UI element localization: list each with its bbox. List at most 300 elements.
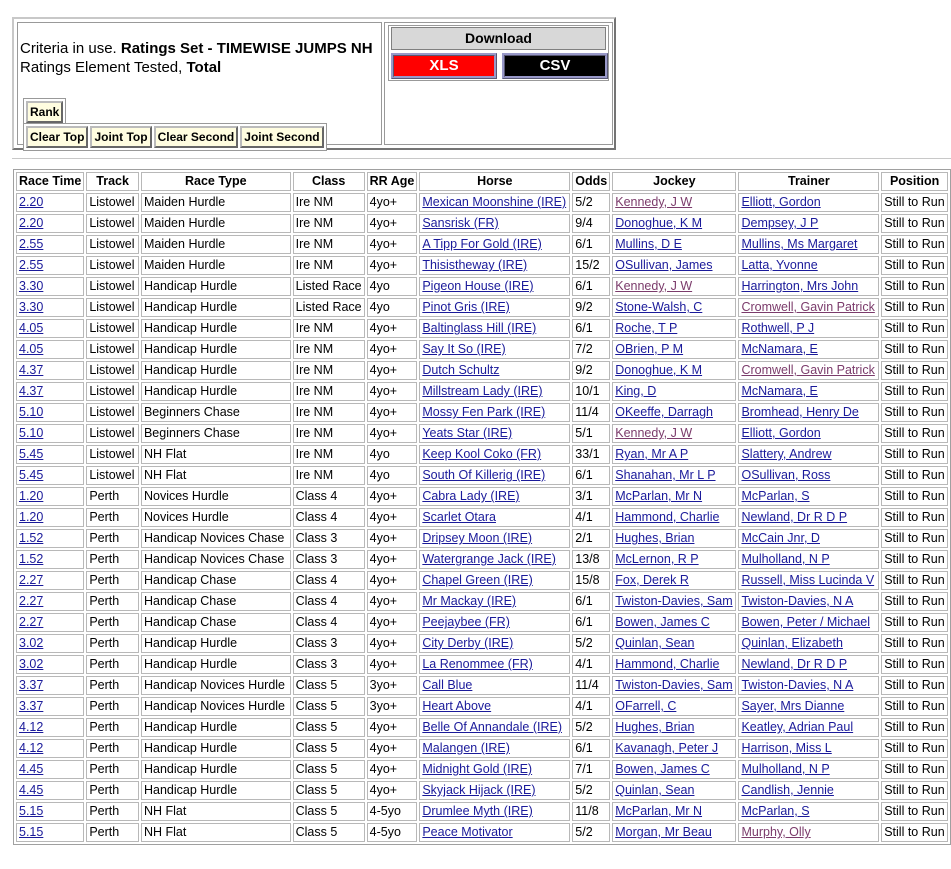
cell-rr-age: 4yo+ [367,361,418,380]
cell-race-type: Maiden Hurdle [141,214,291,233]
trainer-link[interactable]: Elliott, Gordon [741,426,821,440]
trainer-link[interactable]: Quinlan, Elizabeth [741,636,843,650]
horse-link[interactable]: Scarlet Otara [422,510,496,524]
cell-horse [419,319,570,338]
cell-class: Ire NM [293,466,365,485]
col-track[interactable]: Track [86,172,139,191]
race-time-link[interactable]: 5.15 [19,804,44,818]
cell-race-type: NH Flat [141,466,291,485]
cell-class: Class 5 [293,697,365,716]
cell-rr-age: 4yo+ [367,781,418,800]
cell-horse [419,487,570,506]
cell-position: Still to Run [881,424,948,443]
cell-rr-age: 4yo+ [367,718,418,737]
cell-trainer [738,403,879,422]
cell-rr-age: 3yo+ [367,676,418,695]
cell-track: Perth [86,613,139,632]
trainer-link[interactable]: Cromwell, Gavin Patrick [741,300,875,314]
table-row [16,634,948,653]
cell-rr-age: 4yo+ [367,613,418,632]
cell-track: Listowel [86,361,139,380]
trainer-link[interactable]: Cromwell, Gavin Patrick [741,363,875,377]
horse-link[interactable]: Peejaybee (FR) [422,615,510,629]
jockey-link[interactable]: Bowen, James C [615,762,710,776]
jockey-link[interactable]: OBrien, P M [615,342,684,356]
trainer-link[interactable]: Mulholland, N P [741,762,830,776]
table-row [16,529,948,548]
cell-trainer [738,760,879,779]
cell-race-time [16,781,84,800]
cell-jockey [612,655,736,674]
trainer-link[interactable]: Latta, Yvonne [741,258,818,272]
horse-link[interactable]: Keep Kool Coko (FR) [422,447,542,461]
xls-download-button[interactable]: XLS [391,53,497,79]
race-time-link[interactable]: 4.05 [19,342,44,356]
col-rr-age[interactable]: RR Age [367,172,418,191]
cell-odds: 7/2 [572,340,610,359]
race-time-link[interactable]: 4.45 [19,783,44,797]
cell-track: Listowel [86,214,139,233]
horse-link[interactable]: Belle Of Annandale (IRE) [422,720,562,734]
race-time-link[interactable]: 4.37 [19,384,44,398]
trainer-link[interactable]: Elliott, Gordon [741,195,821,209]
cell-horse [419,529,570,548]
col-jockey[interactable]: Jockey [612,172,736,191]
table-row [16,592,948,611]
cell-race-time [16,529,84,548]
jockey-link[interactable]: Hammond, Charlie [615,657,720,671]
race-time-link[interactable]: 2.20 [19,195,44,209]
race-time-link[interactable]: 1.52 [19,552,44,566]
horse-link[interactable]: Midnight Gold (IRE) [422,762,533,776]
cell-odds: 11/8 [572,802,610,821]
horse-link[interactable]: Peace Motivator [422,825,513,839]
trainer-link[interactable]: Newland, Dr R D P [741,510,848,524]
clear-top-button[interactable]: Clear Top [26,126,88,148]
table-row [16,823,948,842]
table-row [16,718,948,737]
cell-race-time [16,571,84,590]
trainer-link[interactable]: Rothwell, P J [741,321,815,335]
cell-position: Still to Run [881,802,948,821]
table-row [16,256,948,275]
cell-race-time [16,823,84,842]
cell-track: Perth [86,697,139,716]
table-row [16,508,948,527]
cell-jockey [612,697,736,716]
cell-race-type: Maiden Hurdle [141,193,291,212]
cell-race-time [16,361,84,380]
cell-race-time [16,466,84,485]
jockey-link[interactable]: Bowen, James C [615,615,710,629]
jockey-link[interactable]: Donoghue, K M [615,216,703,230]
cell-position: Still to Run [881,235,948,254]
cell-jockey [612,550,736,569]
trainer-link[interactable]: Slattery, Andrew [741,447,832,461]
cell-track: Perth [86,529,139,548]
trainer-link[interactable]: Mulholland, N P [741,552,830,566]
horse-link[interactable]: Millstream Lady (IRE) [422,384,543,398]
race-time-link[interactable]: 1.20 [19,510,44,524]
race-time-link[interactable]: 2.55 [19,258,44,272]
cell-horse [419,382,570,401]
download-box [384,22,613,145]
race-time-link[interactable]: 4.45 [19,762,44,776]
trainer-link[interactable]: Bowen, Peter / Michael [741,615,871,629]
cell-rr-age: 4yo+ [367,529,418,548]
horse-link[interactable]: A Tipp For Gold (IRE) [422,237,542,251]
horse-link[interactable]: Sansrisk (FR) [422,216,499,230]
cell-race-time [16,403,84,422]
col-race-time[interactable]: Race Time [16,172,84,191]
cell-track: Perth [86,592,139,611]
cell-odds: 13/8 [572,550,610,569]
cell-class: Ire NM [293,256,365,275]
cell-position: Still to Run [881,655,948,674]
jockey-link[interactable]: King, D [615,384,657,398]
cell-jockey [612,508,736,527]
cell-trainer [738,823,879,842]
cell-track: Listowel [86,319,139,338]
cell-rr-age: 4yo+ [367,739,418,758]
table-row [16,781,948,800]
cell-horse [419,676,570,695]
jockey-link[interactable]: Hughes, Brian [615,531,695,545]
joint-second-button[interactable]: Joint Second [240,126,323,148]
trainer-link[interactable]: Harrington, Mrs John [741,279,859,293]
race-time-link[interactable]: 4.37 [19,363,44,377]
horse-link[interactable]: Mossy Fen Park (IRE) [422,405,546,419]
horse-link[interactable]: South Of Killerig (IRE) [422,468,546,482]
cell-position: Still to Run [881,529,948,548]
cell-odds: 15/8 [572,571,610,590]
horse-link[interactable]: City Derby (IRE) [422,636,514,650]
cell-horse [419,823,570,842]
cell-position: Still to Run [881,697,948,716]
jockey-link[interactable]: Ryan, Mr A P [615,447,689,461]
jockey-link[interactable]: Twiston-Davies, Sam [615,594,733,608]
cell-horse [419,340,570,359]
cell-jockey [612,466,736,485]
cell-horse [419,760,570,779]
col-class[interactable]: Class [293,172,365,191]
cell-odds: 11/4 [572,403,610,422]
jockey-link[interactable]: Donoghue, K M [615,363,703,377]
trainer-link[interactable]: McNamara, E [741,384,818,398]
table-row [16,445,948,464]
table-body [16,193,948,842]
race-time-link[interactable]: 1.20 [19,489,44,503]
cell-race-time [16,424,84,443]
cell-jockey [612,676,736,695]
race-time-link[interactable]: 2.20 [19,216,44,230]
cell-class: Class 3 [293,655,365,674]
table-row [16,739,948,758]
race-time-link[interactable]: 4.05 [19,321,44,335]
col-trainer[interactable]: Trainer [738,172,879,191]
cell-track: Listowel [86,235,139,254]
cell-jockey [612,361,736,380]
horse-link[interactable]: Cabra Lady (IRE) [422,489,520,503]
jockey-link[interactable]: Quinlan, Sean [615,783,695,797]
jockey-link[interactable]: OSullivan, James [615,258,713,272]
race-time-link[interactable]: 4.12 [19,720,44,734]
trainer-link[interactable]: Twiston-Davies, N A [741,678,854,692]
horse-link[interactable]: Dutch Schultz [422,363,500,377]
table-row [16,487,948,506]
col-race-type[interactable]: Race Type [141,172,291,191]
cell-race-type: Handicap Hurdle [141,655,291,674]
jockey-link[interactable]: Stone-Walsh, C [615,300,703,314]
race-time-link[interactable]: 3.30 [19,300,44,314]
jockey-link[interactable]: Hammond, Charlie [615,510,720,524]
cell-track: Perth [86,487,139,506]
cell-jockey [612,571,736,590]
cell-rr-age: 4yo [367,298,418,317]
cell-race-type: Handicap Hurdle [141,319,291,338]
jockey-link[interactable]: Morgan, Mr Beau [615,825,712,839]
jockey-link[interactable]: Shanahan, Mr L P [615,468,716,482]
horse-link[interactable]: Pinot Gris (IRE) [422,300,510,314]
jockey-link[interactable]: Roche, T P [615,321,678,335]
horse-link[interactable]: Malangen (IRE) [422,741,510,755]
jockey-link[interactable]: OKeeffe, Darragh [615,405,713,419]
race-time-link[interactable]: 2.27 [19,573,44,587]
jockey-link[interactable]: McLernon, R P [615,552,699,566]
cell-position: Still to Run [881,781,948,800]
trainer-link[interactable]: Murphy, Olly [741,825,811,839]
ratings-set: Ratings Set - TIMEWISE JUMPS NH [120,40,373,57]
cell-race-type: Handicap Hurdle [141,298,291,317]
cell-odds: 7/1 [572,760,610,779]
horse-link[interactable]: Heart Above [422,699,492,713]
cell-class: Class 4 [293,508,365,527]
jockey-link[interactable]: Kennedy, J W [615,426,693,440]
clear-second-button[interactable]: Clear Second [154,126,239,148]
cell-position: Still to Run [881,571,948,590]
jockey-link[interactable]: Quinlan, Sean [615,636,695,650]
rank-button[interactable]: Rank [26,101,63,123]
trainer-link[interactable]: Dempsey, J P [741,216,819,230]
cell-position: Still to Run [881,823,948,842]
race-time-link[interactable]: 2.55 [19,237,44,251]
horse-link[interactable]: Chapel Green (IRE) [422,573,533,587]
cell-race-type: Handicap Hurdle [141,781,291,800]
cell-race-type: Novices Hurdle [141,508,291,527]
trainer-link[interactable]: Bromhead, Henry De [741,405,859,419]
horse-link[interactable]: Dripsey Moon (IRE) [422,531,533,545]
cell-jockey [612,340,736,359]
cell-jockey [612,256,736,275]
horse-link[interactable]: Call Blue [422,678,473,692]
trainer-link[interactable]: Candlish, Jennie [741,783,834,797]
cell-horse [419,697,570,716]
trainer-link[interactable]: Russell, Miss Lucinda V [741,573,875,587]
race-time-link[interactable]: 3.02 [19,657,44,671]
horse-link[interactable]: Baltinglass Hill (IRE) [422,321,537,335]
race-time-link[interactable]: 3.37 [19,699,44,713]
cell-rr-age: 4yo+ [367,235,418,254]
cell-race-type: Handicap Chase [141,613,291,632]
cell-race-time [16,802,84,821]
cell-trainer [738,340,879,359]
cell-race-time [16,277,84,296]
cell-track: Listowel [86,193,139,212]
trainer-link[interactable]: Harrison, Miss L [741,741,832,755]
cell-race-time [16,256,84,275]
race-time-link[interactable]: 3.30 [19,279,44,293]
trainer-link[interactable]: Newland, Dr R D P [741,657,848,671]
cell-track: Perth [86,655,139,674]
ratings-element: Total [186,59,222,76]
cell-jockey [612,277,736,296]
cell-rr-age: 4yo+ [367,550,418,569]
cell-rr-age: 4yo+ [367,655,418,674]
race-time-link[interactable]: 1.52 [19,531,44,545]
table-row [16,613,948,632]
cell-odds: 2/1 [572,529,610,548]
cell-track: Perth [86,571,139,590]
horse-link[interactable]: Skyjack Hijack (IRE) [422,783,536,797]
horse-link[interactable]: Pigeon House (IRE) [422,279,534,293]
cell-jockey [612,424,736,443]
race-time-link[interactable]: 5.10 [19,426,44,440]
jockey-link[interactable]: McParlan, Mr N [615,489,703,503]
cell-rr-age: 4yo+ [367,487,418,506]
cell-class: Ire NM [293,424,365,443]
race-time-link[interactable]: 3.02 [19,636,44,650]
horse-link[interactable]: La Renommee (FR) [422,657,533,671]
cell-class: Ire NM [293,382,365,401]
race-time-link[interactable]: 5.45 [19,468,44,482]
cell-horse [419,634,570,653]
cell-rr-age: 4yo+ [367,382,418,401]
trainer-link[interactable]: McNamara, E [741,342,818,356]
cell-class: Class 5 [293,760,365,779]
table-row [16,277,948,296]
trainer-link[interactable]: Twiston-Davies, N A [741,594,854,608]
horse-link[interactable]: Yeats Star (IRE) [422,426,513,440]
trainer-link[interactable]: McParlan, S [741,489,810,503]
trainer-link[interactable]: OSullivan, Ross [741,468,831,482]
cell-horse [419,592,570,611]
cell-race-time [16,718,84,737]
race-time-link[interactable]: 3.37 [19,678,44,692]
cell-rr-age: 4yo+ [367,193,418,212]
joint-top-button[interactable]: Joint Top [90,126,151,148]
race-time-link[interactable]: 2.27 [19,594,44,608]
jockey-link[interactable]: Kennedy, J W [615,195,693,209]
trainer-link[interactable]: Keatley, Adrian Paul [741,720,854,734]
horse-link[interactable]: Say It So (IRE) [422,342,506,356]
col-position[interactable]: Position [881,172,948,191]
cell-trainer [738,781,879,800]
cell-jockey [612,214,736,233]
cell-rr-age: 4yo+ [367,319,418,338]
jockey-link[interactable]: Mullins, D E [615,237,682,251]
cell-position: Still to Run [881,403,948,422]
col-odds[interactable]: Odds [572,172,610,191]
cell-horse [419,571,570,590]
cell-trainer [738,613,879,632]
cell-race-time [16,592,84,611]
cell-class: Class 5 [293,823,365,842]
csv-download-button[interactable]: CSV [502,53,608,79]
cell-jockey [612,634,736,653]
cell-trainer [738,382,879,401]
cell-horse [419,277,570,296]
cell-class: Class 3 [293,529,365,548]
horse-link[interactable]: Thisistheway (IRE) [422,258,528,272]
race-time-link[interactable]: 5.10 [19,405,44,419]
cell-jockey [612,760,736,779]
cell-trainer [738,319,879,338]
cell-class: Class 4 [293,592,365,611]
cell-jockey [612,802,736,821]
jockey-link[interactable]: Kennedy, J W [615,279,693,293]
cell-horse [419,403,570,422]
trainer-link[interactable]: McCain Jnr, D [741,531,820,545]
cell-trainer [738,235,879,254]
trainer-link[interactable]: Mullins, Ms Margaret [741,237,858,251]
trainer-link[interactable]: Sayer, Mrs Dianne [741,699,845,713]
cell-class: Ire NM [293,235,365,254]
race-time-link[interactable]: 2.27 [19,615,44,629]
jockey-link[interactable]: Twiston-Davies, Sam [615,678,733,692]
table-row [16,193,948,212]
cell-rr-age: 4-5yo [367,802,418,821]
cell-track: Listowel [86,256,139,275]
cell-class: Ire NM [293,340,365,359]
table-row [16,214,948,233]
jockey-link[interactable]: Fox, Derek R [615,573,689,587]
cell-position: Still to Run [881,319,948,338]
horse-link[interactable]: Drumlee Myth (IRE) [422,804,533,818]
table-row [16,382,948,401]
cell-odds: 5/2 [572,781,610,800]
table-row [16,424,948,443]
cell-horse [419,214,570,233]
cell-horse [419,655,570,674]
cell-race-type: Handicap Hurdle [141,634,291,653]
header-row [16,172,948,191]
horse-link[interactable]: Watergrange Jack (IRE) [422,552,556,566]
cell-jockey [612,739,736,758]
cell-race-time [16,676,84,695]
cell-horse [419,361,570,380]
cell-trainer [738,214,879,233]
table-row [16,403,948,422]
horse-link[interactable]: Mr Mackay (IRE) [422,594,517,608]
col-horse[interactable]: Horse [419,172,570,191]
cell-track: Perth [86,550,139,569]
race-time-link[interactable]: 4.12 [19,741,44,755]
cell-race-type: Novices Hurdle [141,487,291,506]
race-time-link[interactable]: 5.15 [19,825,44,839]
jockey-link[interactable]: Kavanagh, Peter J [615,741,719,755]
jockey-link[interactable]: OFarrell, C [615,699,677,713]
cell-race-type: Handicap Chase [141,592,291,611]
cell-odds: 11/4 [572,676,610,695]
cell-class: Listed Race [293,298,365,317]
table-row [16,655,948,674]
race-time-link[interactable]: 5.45 [19,447,44,461]
cell-jockey [612,319,736,338]
trainer-link[interactable]: McParlan, S [741,804,810,818]
jockey-link[interactable]: McParlan, Mr N [615,804,703,818]
horse-link[interactable]: Mexican Moonshine (IRE) [422,195,567,209]
jockey-link[interactable]: Hughes, Brian [615,720,695,734]
